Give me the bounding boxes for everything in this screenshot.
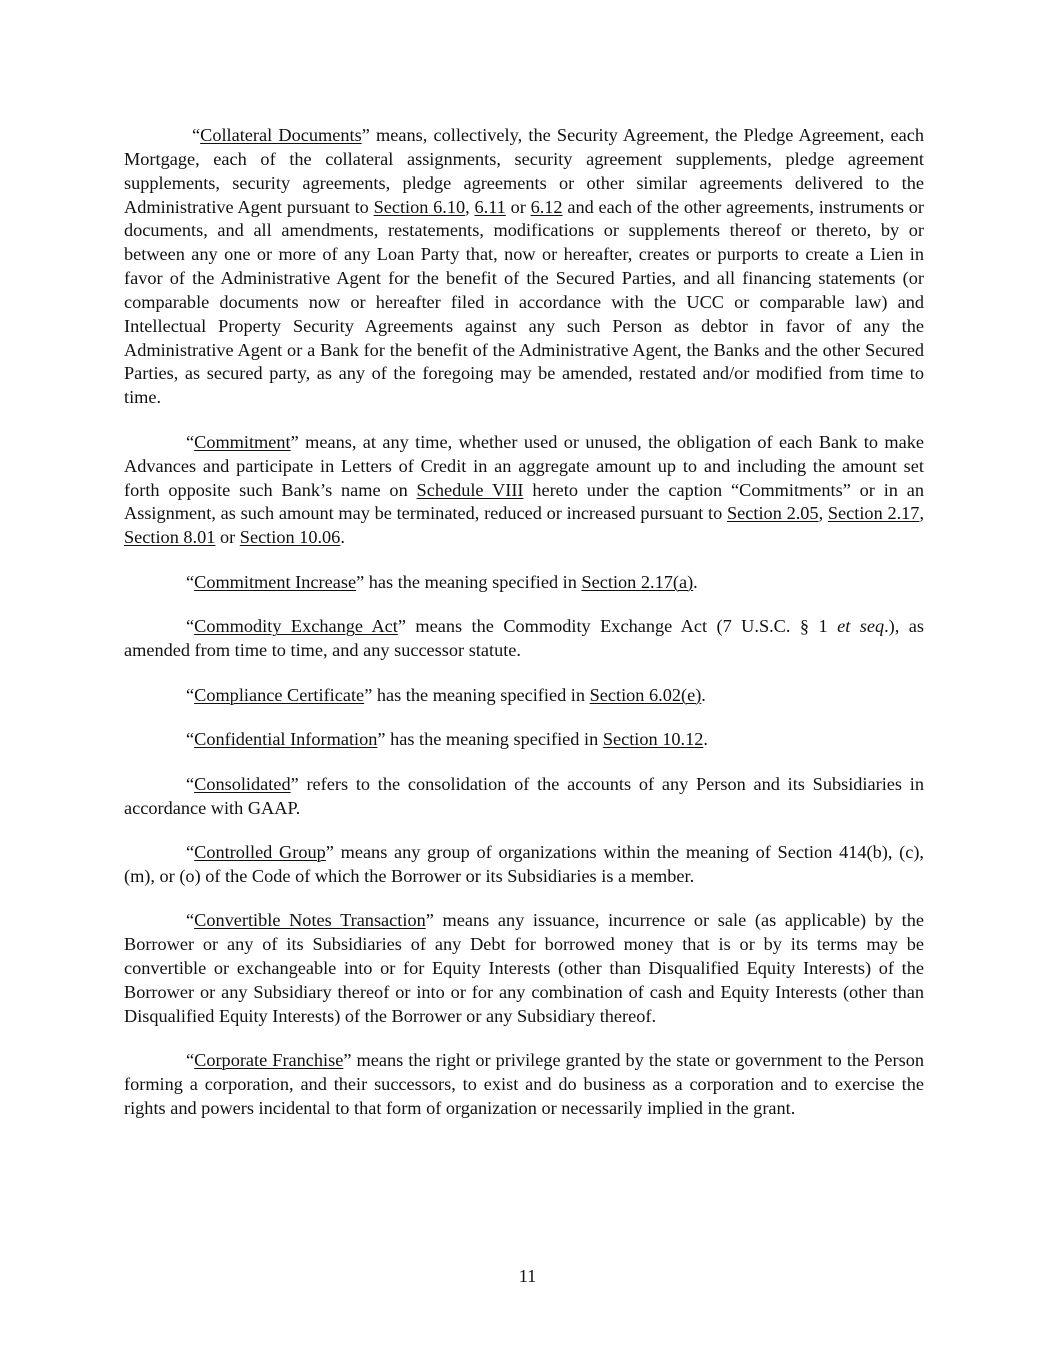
defined-term: Compliance Certificate [194,684,365,705]
definition-consolidated: “Consolidated” refers to the consolidation of the accounts of any Person and its Subsidiaries in accordance with GAAP. [124,773,924,818]
cross-reference: Section 2.17(a) [581,571,694,592]
page-number: 11 [518,1266,537,1286]
cross-reference: Section 2.05 [727,503,819,524]
definition-controlled-group: “Controlled Group” means any group of organizations within the meaning of Section 414(b), (c), (m), or (o) of the Code of which the Borrower or its Subsidiaries is a member. [124,842,924,886]
definition-convertible-notes-transaction: “Convertible Notes Transaction” means any issuance, incurrence or sale (as applicable) by the Borrower or any of its Subsidiaries of any Debt for borrowed money that is or by its terms may be convertible or exchangeable into or for Equity Interests (other than Disqualified Equity Interests) of the Borrower or any Subsidiary thereof or into or for any combination of cash and Equity Interests (other than Disqualified Equity Interests) of the Borrower or any Subsidiary thereof. [124,910,924,1026]
defined-term: Consolidated [194,773,291,794]
cross-reference: Section 10.06 [239,527,341,548]
cross-reference: Section 6.02(e) [589,684,702,705]
italic-phrase: et seq [837,616,885,637]
cross-reference: 6.11 [474,196,506,217]
cross-reference: Section 6.10 [373,196,466,217]
defined-term: Commodity Exchange Act [194,616,398,637]
definition-collateral-documents: “Collateral Documents” means, collectively, the Security Agreement, the Pledge Agreement, each Mortgage, each of the collateral assignments, security agreement supplements, pledge agreement supplements, security agreements, pledge agreements or other similar agreements delivered to the Administrative Agent pursuant to Section 6.10, 6.11 or 6.12 and each of the other agreements, instruments or documents, and all amendments, restatements, modifications or supplements thereof or thereto, by or between any one or more of any Loan Party that, now or hereafter, creates or purports to create a Lien in favor of the Administrative Agent for the benefit of the Secured Parties, and all financing statements (or comparable documents now or hereafter filed in accordance with the UCC or comparable law) and Intellectual Property Security Agreements against any such Person as debtor in favor of any the Administrative Agent or a Bank for the benefit of the Administrative Agent, the Banks and the other Secured Parties, as secured party, as any of the foregoing may be amended, restated and/or modified from time to time. [124,125,925,408]
defined-term: Confidential Information [194,729,378,750]
definition-corporate-franchise: “Corporate Franchise” means the right or privilege granted by the state or government to the Person forming a corporation, and their successors, to exist and do business as a corporation and to exercise the rights and powers incidental to that form of organization or necessarily implied in the grant. [124,1050,924,1119]
definition-commodity-exchange-act: “Commodity Exchange Act” means the Commodity Exchange Act (7 U.S.C. § 1 et seq.), as amended from time to time, and any successor statute. [124,616,924,661]
cross-reference: Section 2.17 [827,503,920,524]
definition-confidential-information: “Confidential Information” has the meaning specified in Section 10.12. [186,729,708,750]
defined-term: Commitment Increase [194,571,357,592]
definitions-section [124,124,924,1121]
defined-term: Convertible Notes Transaction [194,910,426,931]
cross-reference: Section 10.12 [602,729,704,750]
definition-commitment: “Commitment” means, at any time, whether used or unused, the obligation of each Bank to make Advances and participate in Letters of Credit in an aggregate amount up to and including the amount set forth opposite such Bank’s name on Schedule VIII hereto under the caption “Commitments” or in an Assignment, as such amount may be terminated, reduced or increased pursuant to Section 2.05, Section 2.17, Section 8.01 or Section 10.06. [124,431,925,548]
cross-reference: 6.12 [530,196,563,217]
defined-term: Collateral Documents [200,125,362,145]
cross-reference: Section 8.01 [124,527,216,548]
defined-term: Commitment [194,431,291,452]
defined-term: Corporate Franchise [194,1050,344,1071]
definition-compliance-certificate: “Compliance Certificate” has the meaning specified in Section 6.02(e). [186,684,706,705]
definition-commitment-increase: “Commitment Increase” has the meaning specified in Section 2.17(a). [186,571,698,592]
defined-term: Controlled Group [194,842,326,863]
cross-reference: Schedule VIII [416,479,524,500]
